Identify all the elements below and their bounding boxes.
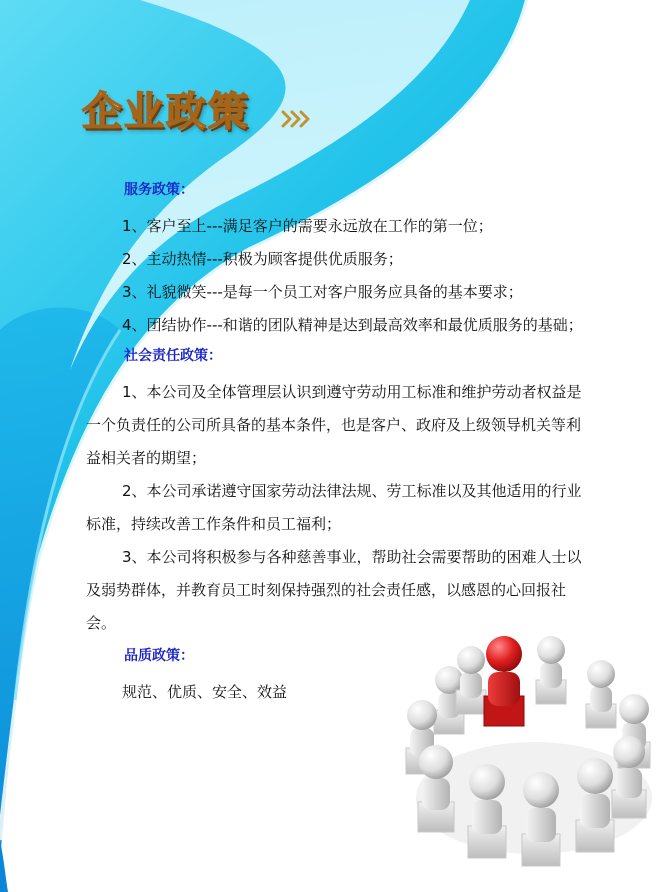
service-policy-item-4: 4、团结协作---和谐的团队精神是达到最高效率和最优质服务的基础； — [122, 316, 583, 334]
service-policy-item-3: 3、礼貌微笑---是每一个员工对客户服务应具备的基本要求； — [122, 283, 523, 301]
triple-chevron-right-icon — [280, 108, 312, 130]
social-responsibility-item-1: 1、本公司及全体管理层认识到遵守劳动用工标准和维护劳动者权益是一个负责任的公司所具备的基本条件，也是客户、政府及上级领导机关等利益相关者的期望； — [86, 383, 582, 467]
service-policy-heading: 服务政策： — [124, 182, 194, 198]
quality-policy-heading: 品质政策： — [124, 648, 194, 664]
service-policy-item-1: 1、客户至上---满足客户的需要永远放在工作的第一位； — [122, 217, 493, 235]
page-title: 企业政策 — [82, 89, 250, 135]
quality-policy-text: 规范、优质、安全、效益 — [122, 683, 288, 701]
social-responsibility-heading: 社会责任政策： — [124, 348, 222, 364]
social-responsibility-item-2: 2、本公司承诺遵守国家劳动法律法规、劳工标准以及其他适用的行业标准，持续改善工作条件和员工福利； — [86, 482, 582, 533]
team-circle-leader-illustration — [396, 630, 658, 878]
social-responsibility-item-3: 3、本公司将积极参与各种慈善事业，帮助社会需要帮助的困难人士以及弱势群体，并教育员工时刻保持强烈的社会责任感，以感恩的心回报社会。 — [86, 548, 582, 632]
service-policy-item-2: 2、主动热情---积极为顾客提供优质服务； — [122, 250, 403, 268]
